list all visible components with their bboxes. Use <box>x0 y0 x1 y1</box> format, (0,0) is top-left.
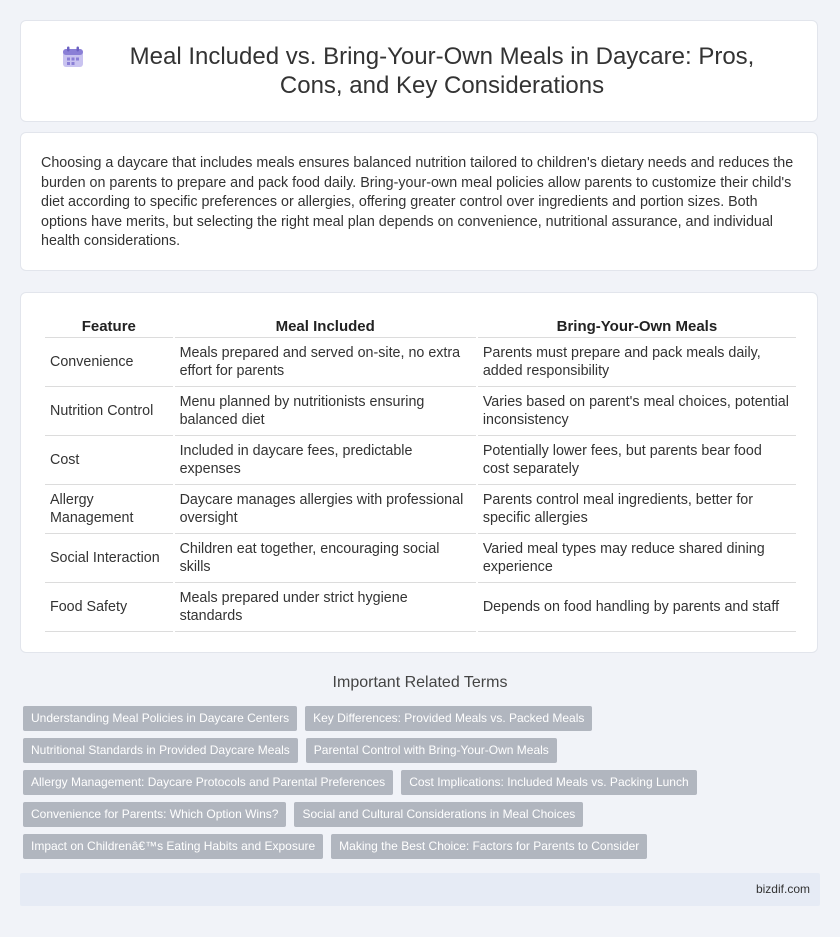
related-terms-title: Important Related Terms <box>332 674 508 691</box>
calendar-icon <box>61 45 85 69</box>
related-term-tag[interactable]: Key Differences: Provided Meals vs. Packed Meals <box>305 706 592 731</box>
table-row <box>45 534 796 583</box>
related-term-tag[interactable]: Convenience for Parents: Which Option Wins? <box>23 802 286 827</box>
bring-your-own-cell: Depends on food handling by parents and staff <box>478 583 796 632</box>
bring-your-own-cell: Parents must prepare and pack meals daily, added responsibility <box>478 338 796 387</box>
table-row <box>45 338 796 387</box>
table-row <box>45 583 796 632</box>
feature-cell: Social Interaction <box>45 534 173 583</box>
feature-cell: Cost <box>45 436 173 485</box>
intro-paragraph: Choosing a daycare that includes meals ensures balanced nutrition tailored to children's dietary needs and reduces the burden on parents to prepare and pack food daily. Bring-your-own meal policies allow parents to customize their child's diet according to specific preferences or allergies, offering greater control over ingredients and portion sizes. Both options have merits, but selecting the right meal plan depends on convenience, nutritional assurance, and individual health considerations. <box>41 155 794 250</box>
table-header-row <box>45 315 796 338</box>
meal-included-cell: Menu planned by nutritionists ensuring balanced diet <box>175 387 476 436</box>
footer-site-link[interactable]: bizdif.com <box>755 882 810 896</box>
related-term-tag[interactable]: Social and Cultural Considerations in Meal Choices <box>294 802 583 827</box>
feature-cell: Nutrition Control <box>45 387 173 436</box>
meal-included-cell: Children eat together, encouraging social skills <box>175 534 476 583</box>
meal-included-cell: Meals prepared and served on-site, no extra effort for parents <box>175 338 476 387</box>
meal-included-cell: Daycare manages allergies with professional oversight <box>175 485 476 534</box>
meal-included-cell: Meals prepared under strict hygiene standards <box>175 583 476 632</box>
column-header: Feature <box>45 315 173 338</box>
related-term-tag[interactable]: Nutritional Standards in Provided Daycare Meals <box>23 738 298 763</box>
meal-included-cell: Included in daycare fees, predictable expenses <box>175 436 476 485</box>
related-term-tag[interactable]: Allergy Management: Daycare Protocols and Parental Preferences <box>23 770 393 795</box>
footer-bar <box>20 873 820 906</box>
comparison-table <box>43 315 798 632</box>
table-row <box>45 436 796 485</box>
related-term-tag[interactable]: Understanding Meal Policies in Daycare Centers <box>23 706 297 731</box>
feature-cell: Convenience <box>45 338 173 387</box>
related-term-tag[interactable]: Parental Control with Bring-Your-Own Meals <box>306 738 557 763</box>
related-terms-list <box>23 706 813 866</box>
related-term-tag[interactable]: Impact on Childrenâ€™s Eating Habits and Exposure <box>23 834 323 859</box>
feature-cell: Allergy Management <box>45 485 173 534</box>
bring-your-own-cell: Potentially lower fees, but parents bear food cost separately <box>478 436 796 485</box>
column-header: Meal Included <box>175 315 476 338</box>
page-title: Meal Included vs. Bring-Your-Own Meals in Daycare: Pros, Cons, and Key Considerations <box>129 43 755 99</box>
related-term-tag[interactable]: Making the Best Choice: Factors for Parents to Consider <box>331 834 647 859</box>
table-row <box>45 485 796 534</box>
bring-your-own-cell: Parents control meal ingredients, better for specific allergies <box>478 485 796 534</box>
table-row <box>45 387 796 436</box>
comparison-table-card <box>20 292 818 653</box>
column-header: Bring-Your-Own Meals <box>478 315 796 338</box>
feature-cell: Food Safety <box>45 583 173 632</box>
intro-card <box>20 132 818 271</box>
header-card <box>20 20 818 122</box>
bring-your-own-cell: Varies based on parent's meal choices, potential inconsistency <box>478 387 796 436</box>
related-term-tag[interactable]: Cost Implications: Included Meals vs. Packing Lunch <box>401 770 696 795</box>
bring-your-own-cell: Varied meal types may reduce shared dining experience <box>478 534 796 583</box>
